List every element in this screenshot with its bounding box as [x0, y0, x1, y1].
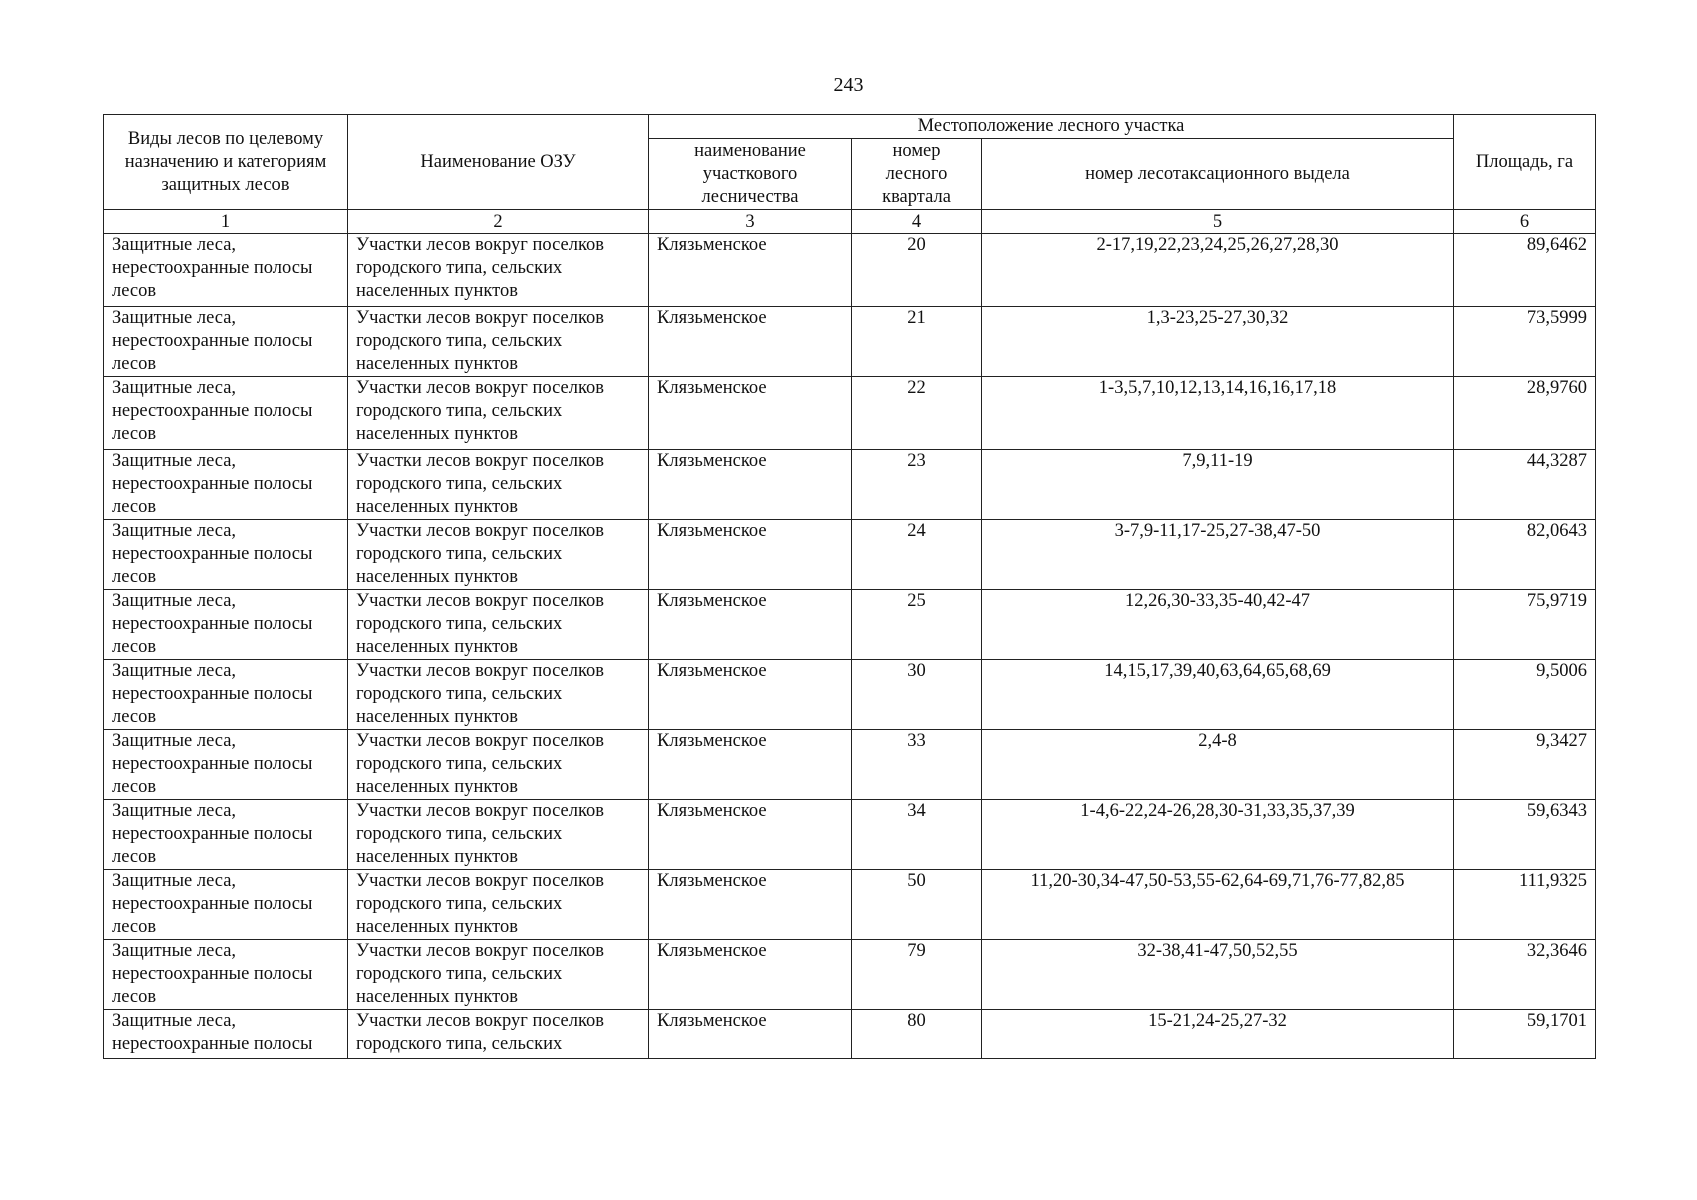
cell-forest-kind: Защитные леса, нерестоохранные полосы лесов	[104, 450, 348, 520]
cell-plot-numbers: 1-4,6-22,24-26,28,30-31,33,35,37,39	[982, 800, 1454, 870]
forest-plots-table	[103, 114, 1596, 1059]
cell-ozu-name: Участки лесов вокруг поселков городского типа, сельских населенных пунктов	[348, 730, 649, 800]
column-number: 1	[104, 210, 348, 234]
table-row	[104, 870, 1596, 940]
cell-quarter-number: 23	[852, 450, 982, 520]
cell-forestry-name: Клязьменское	[649, 590, 852, 660]
cell-forest-kind: Защитные леса, нерестоохранные полосы лесов	[104, 730, 348, 800]
column-number: 2	[348, 210, 649, 234]
cell-area: 73,5999	[1454, 307, 1596, 377]
cell-area: 9,5006	[1454, 660, 1596, 730]
header-plot-number: номер лесотаксационного выдела	[982, 139, 1454, 210]
cell-ozu-name: Участки лесов вокруг поселков городского типа, сельских населенных пунктов	[348, 590, 649, 660]
cell-forest-kind: Защитные леса, нерестоохранные полосы лесов	[104, 234, 348, 307]
cell-plot-numbers: 12,26,30-33,35-40,42-47	[982, 590, 1454, 660]
cell-forest-kind: Защитные леса, нерестоохранные полосы лесов	[104, 870, 348, 940]
cell-forest-kind: Защитные леса, нерестоохранные полосы лесов	[104, 307, 348, 377]
cell-ozu-name: Участки лесов вокруг поселков городского типа, сельских	[348, 1010, 649, 1059]
cell-ozu-name: Участки лесов вокруг поселков городского типа, сельских населенных пунктов	[348, 800, 649, 870]
cell-forestry-name: Клязьменское	[649, 870, 852, 940]
cell-area: 111,9325	[1454, 870, 1596, 940]
page-number: 243	[833, 74, 864, 96]
column-number: 5	[982, 210, 1454, 234]
table-row	[104, 590, 1596, 660]
cell-forestry-name: Клязьменское	[649, 800, 852, 870]
cell-forest-kind: Защитные леса, нерестоохранные полосы лесов	[104, 940, 348, 1010]
column-number: 4	[852, 210, 982, 234]
table-row	[104, 660, 1596, 730]
cell-forestry-name: Клязьменское	[649, 1010, 852, 1059]
cell-forest-kind: Защитные леса, нерестоохранные полосы	[104, 1010, 348, 1059]
cell-area: 9,3427	[1454, 730, 1596, 800]
cell-quarter-number: 34	[852, 800, 982, 870]
table-body	[104, 234, 1596, 1059]
table-row	[104, 450, 1596, 520]
table-row	[104, 940, 1596, 1010]
cell-forest-kind: Защитные леса, нерестоохранные полосы лесов	[104, 520, 348, 590]
header-plot-location: Местоположение лесного участка	[649, 115, 1454, 139]
cell-plot-numbers: 2-17,19,22,23,24,25,26,27,28,30	[982, 234, 1454, 307]
cell-plot-numbers: 14,15,17,39,40,63,64,65,68,69	[982, 660, 1454, 730]
cell-ozu-name: Участки лесов вокруг поселков городского типа, сельских населенных пунктов	[348, 520, 649, 590]
cell-quarter-number: 24	[852, 520, 982, 590]
cell-plot-numbers: 1-3,5,7,10,12,13,14,16,16,17,18	[982, 377, 1454, 450]
cell-quarter-number: 79	[852, 940, 982, 1010]
cell-quarter-number: 22	[852, 377, 982, 450]
cell-ozu-name: Участки лесов вокруг поселков городского типа, сельских населенных пунктов	[348, 377, 649, 450]
header-forestry-name: наименование участкового лесничества	[649, 139, 852, 210]
cell-forestry-name: Клязьменское	[649, 730, 852, 800]
cell-plot-numbers: 7,9,11-19	[982, 450, 1454, 520]
cell-ozu-name: Участки лесов вокруг поселков городского типа, сельских населенных пунктов	[348, 870, 649, 940]
cell-forestry-name: Клязьменское	[649, 520, 852, 590]
table-row	[104, 730, 1596, 800]
column-number: 6	[1454, 210, 1596, 234]
cell-area: 44,3287	[1454, 450, 1596, 520]
cell-plot-numbers: 11,20-30,34-47,50-53,55-62,64-69,71,76-77,82,85	[982, 870, 1454, 940]
cell-forest-kind: Защитные леса, нерестоохранные полосы лесов	[104, 800, 348, 870]
table-row	[104, 520, 1596, 590]
cell-area: 82,0643	[1454, 520, 1596, 590]
cell-quarter-number: 21	[852, 307, 982, 377]
cell-forestry-name: Клязьменское	[649, 660, 852, 730]
cell-plot-numbers: 32-38,41-47,50,52,55	[982, 940, 1454, 1010]
cell-quarter-number: 20	[852, 234, 982, 307]
cell-ozu-name: Участки лесов вокруг поселков городского типа, сельских населенных пунктов	[348, 450, 649, 520]
cell-quarter-number: 30	[852, 660, 982, 730]
header-area: Площадь, га	[1454, 115, 1596, 210]
cell-plot-numbers: 1,3-23,25-27,30,32	[982, 307, 1454, 377]
header-quarter-number: номер лесного квартала	[852, 139, 982, 210]
cell-forest-kind: Защитные леса, нерестоохранные полосы лесов	[104, 590, 348, 660]
cell-forestry-name: Клязьменское	[649, 307, 852, 377]
cell-forestry-name: Клязьменское	[649, 234, 852, 307]
table-row	[104, 307, 1596, 377]
table-row	[104, 1010, 1596, 1059]
cell-area: 59,1701	[1454, 1010, 1596, 1059]
cell-quarter-number: 33	[852, 730, 982, 800]
cell-ozu-name: Участки лесов вокруг поселков городского типа, сельских населенных пунктов	[348, 940, 649, 1010]
cell-area: 28,9760	[1454, 377, 1596, 450]
cell-forestry-name: Клязьменское	[649, 450, 852, 520]
header-ozu-name: Наименование ОЗУ	[348, 115, 649, 210]
cell-quarter-number: 25	[852, 590, 982, 660]
cell-plot-numbers: 2,4-8	[982, 730, 1454, 800]
cell-forestry-name: Клязьменское	[649, 377, 852, 450]
table-row	[104, 377, 1596, 450]
table-row	[104, 800, 1596, 870]
cell-area: 89,6462	[1454, 234, 1596, 307]
table-row	[104, 234, 1596, 307]
cell-ozu-name: Участки лесов вокруг поселков городского типа, сельских населенных пунктов	[348, 307, 649, 377]
cell-forest-kind: Защитные леса, нерестоохранные полосы лесов	[104, 660, 348, 730]
cell-ozu-name: Участки лесов вокруг поселков городского типа, сельских населенных пунктов	[348, 234, 649, 307]
cell-ozu-name: Участки лесов вокруг поселков городского типа, сельских населенных пунктов	[348, 660, 649, 730]
column-number: 3	[649, 210, 852, 234]
cell-area: 32,3646	[1454, 940, 1596, 1010]
cell-quarter-number: 50	[852, 870, 982, 940]
cell-area: 59,6343	[1454, 800, 1596, 870]
cell-forest-kind: Защитные леса, нерестоохранные полосы лесов	[104, 377, 348, 450]
cell-forestry-name: Клязьменское	[649, 940, 852, 1010]
cell-area: 75,9719	[1454, 590, 1596, 660]
cell-plot-numbers: 3-7,9-11,17-25,27-38,47-50	[982, 520, 1454, 590]
header-forest-kind: Виды лесов по целевому назначению и категориям защитных лесов	[104, 115, 348, 210]
cell-quarter-number: 80	[852, 1010, 982, 1059]
cell-plot-numbers: 15-21,24-25,27-32	[982, 1010, 1454, 1059]
